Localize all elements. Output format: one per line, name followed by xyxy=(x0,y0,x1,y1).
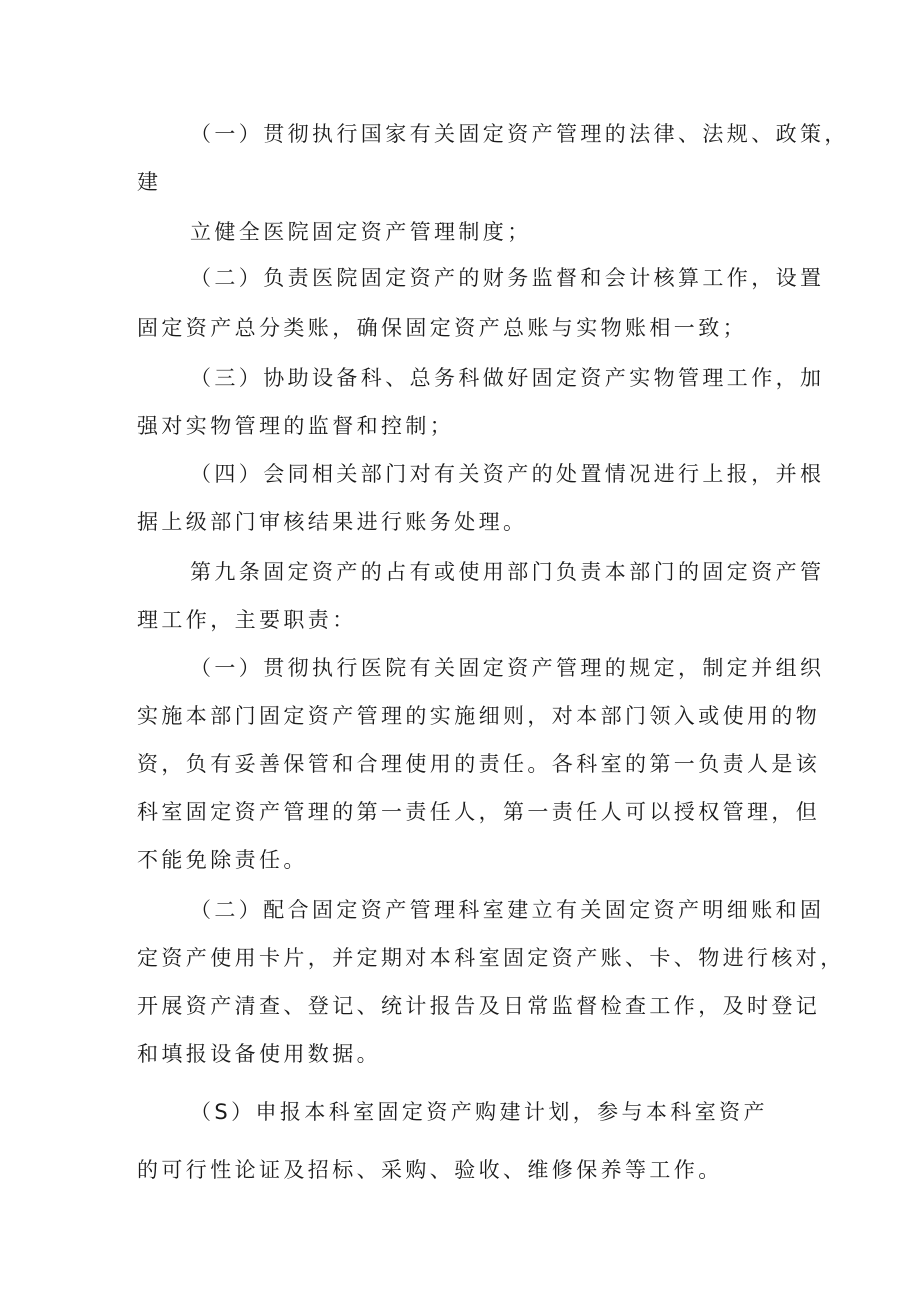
text-line: 定资产使用卡片，并定期对本科室固定资产账、卡、物进行核对， xyxy=(137,946,845,970)
text-line: 第九条固定资产的占有或使用部门负责本部门的固定资产管 xyxy=(190,560,825,584)
text-line: 据上级部门审核结果进行账务处理。 xyxy=(137,510,528,534)
text-line: 立健全医院固定资产管理制度； xyxy=(190,220,532,244)
text-line: （四）会同相关部门对有关资产的处置情况进行上报，并根 xyxy=(190,462,825,486)
text-line: 的可行性论证及招标、采购、验收、维修保养等工作。 xyxy=(137,1158,723,1182)
text-line: 不能免除责任。 xyxy=(137,848,308,872)
text-line: （一）贯彻执行国家有关固定资产管理的法律、法规、政策， xyxy=(190,122,849,146)
text-line: 和填报设备使用数据。 xyxy=(137,1042,381,1066)
text-line: 强对实物管理的监督和控制； xyxy=(137,414,455,438)
text-line: （二）负责医院固定资产的财务监督和会计核算工作，设置 xyxy=(190,266,825,290)
text-line: （S）申报本科室固定资产购建计划，参与本科室资产 xyxy=(190,1100,768,1124)
text-line: （二）配合固定资产管理科室建立有关固定资产明细账和固 xyxy=(190,898,825,922)
text-line: 固定资产总分类账，确保固定资产总账与实物账相一致； xyxy=(137,316,747,340)
text-line: 实施本部门固定资产管理的实施细则，对本部门领入或使用的物 xyxy=(137,704,821,728)
text-line: 建 xyxy=(137,170,162,194)
text-line: 开展资产清查、登记、统计报告及日常监督检查工作，及时登记 xyxy=(137,994,821,1018)
text-line: 科室固定资产管理的第一责任人，第一责任人可以授权管理，但 xyxy=(137,800,821,824)
text-line: 资，负有妥善保管和合理使用的责任。各科室的第一负责人是该 xyxy=(137,752,821,776)
text-line: （三）协助设备科、总务科做好固定资产实物管理工作，加 xyxy=(190,366,825,390)
text-line: （一）贯彻执行医院有关固定资产管理的规定，制定并组织 xyxy=(190,656,825,680)
text-line: 理工作，主要职责： xyxy=(137,608,357,632)
